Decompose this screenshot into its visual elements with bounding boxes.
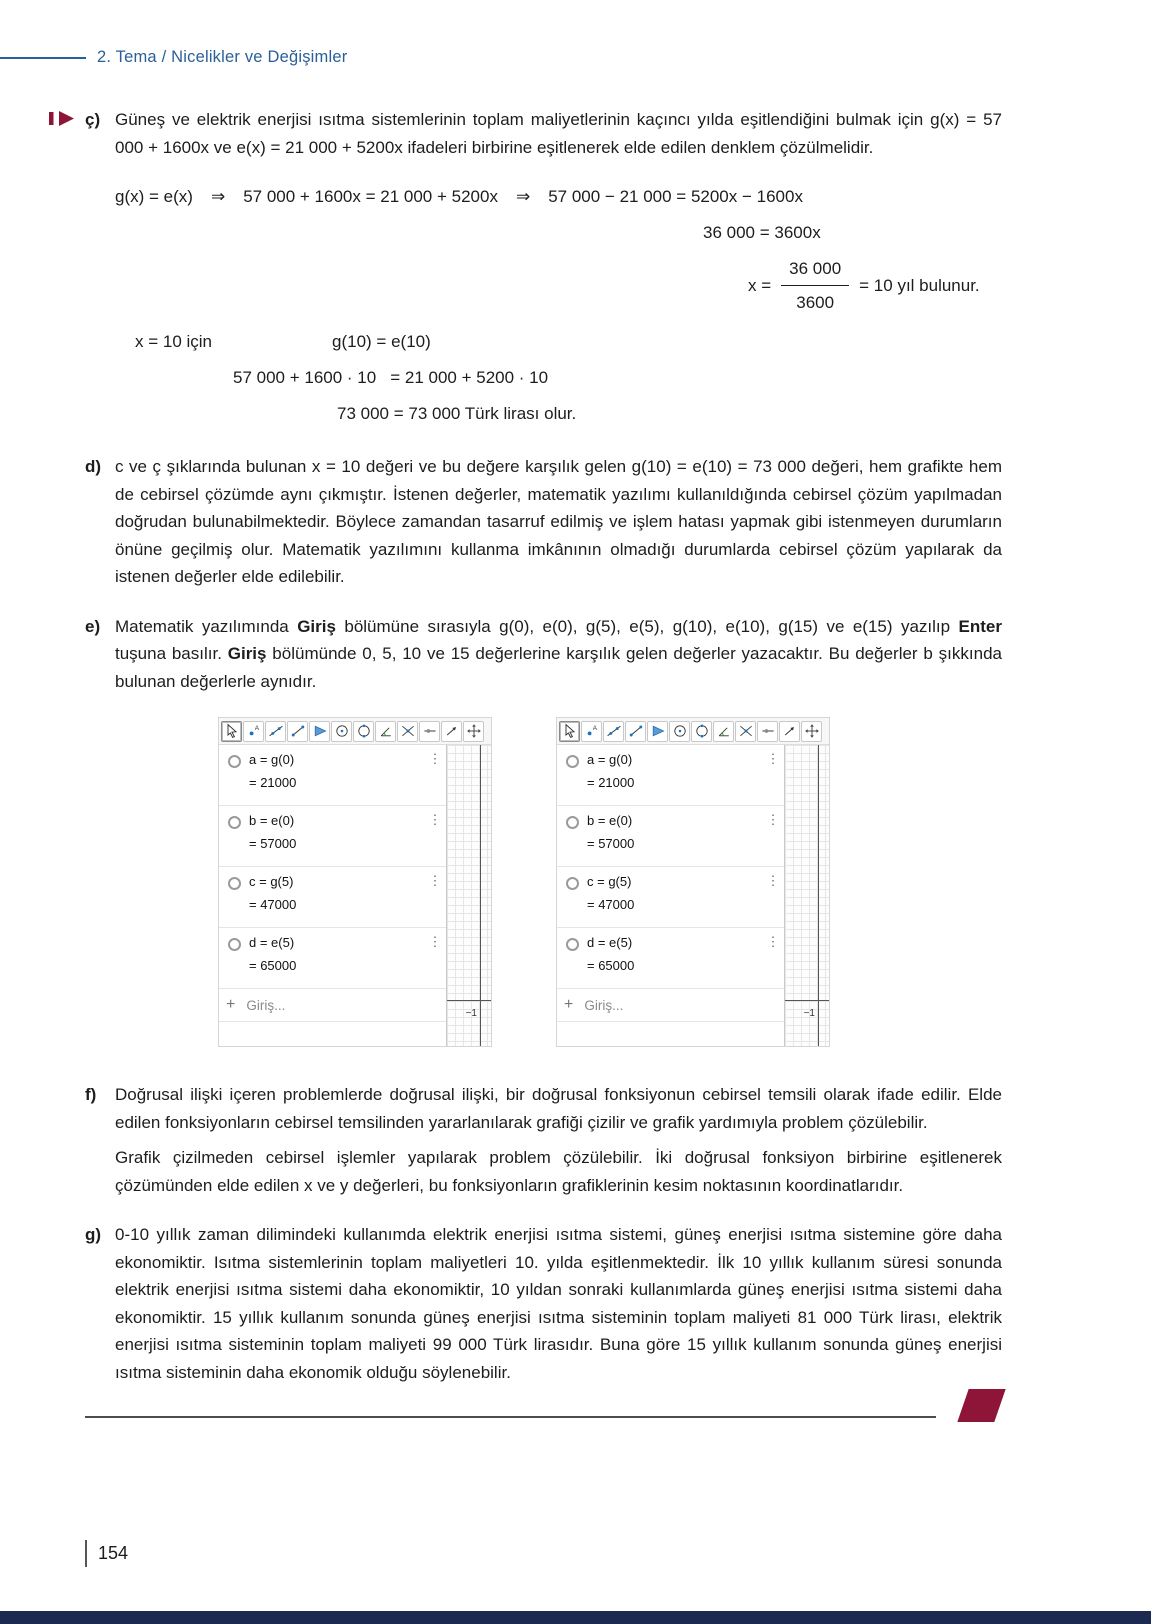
check-equation: g(10) = e(10) (332, 332, 431, 351)
geogebra-screenshots (218, 717, 1002, 1047)
expression-value: = 65000 (587, 958, 635, 973)
angle-tool-icon[interactable] (375, 721, 396, 742)
equation-line-2: 36 000 = 3600x (703, 223, 821, 242)
visibility-toggle[interactable] (228, 816, 241, 829)
axis-tick-label: −1 (803, 1008, 815, 1019)
vector-tool-icon[interactable] (441, 721, 462, 742)
add-input-icon[interactable]: + (226, 996, 236, 1013)
move-tool-icon[interactable] (559, 721, 580, 742)
expression-value: = 47000 (587, 897, 635, 912)
expression-value: = 65000 (249, 958, 297, 973)
algebra-expression (587, 874, 766, 912)
intersect-tool-icon[interactable] (397, 721, 418, 742)
geogebra-toolbar (557, 718, 829, 745)
compass-tool-icon[interactable] (691, 721, 712, 742)
header-rule (0, 57, 86, 59)
algebra-row-b (557, 806, 784, 867)
algebra-expression (249, 752, 428, 790)
visibility-toggle[interactable] (566, 877, 579, 890)
row-menu-icon[interactable]: ⋮ (766, 934, 780, 949)
visibility-toggle[interactable] (566, 816, 579, 829)
expression-text: b = e(0) (249, 813, 295, 828)
line-tool-icon[interactable] (265, 721, 286, 742)
item-d-paragraph: c ve ç şıklarında bulunan x = 10 değeri ve bu değere karşılık gelen g(10) = e(10) = 73 000 değeri, hem grafikte hem de cebirsel çözümde aynı çıkmıştır. İstenen değerler, matematik yazılımı kullanıldığında cebirsel çözüm yapılmadan doğrudan bulunabilmektedir. Böylece zamandan tasarruf edilmiş ve işlem hatası yapmak gibi istenmeyen durumların önüne geçilmiş olur. Matematik yazılımını kullanma imkânının olmadığı durumlarda cebirsel çözüm yapılarak da istenen değerler elde edilebilir. (115, 457, 1002, 586)
item-d (85, 453, 1002, 591)
algebra-view (219, 745, 447, 1046)
algebra-empty-area (557, 1022, 784, 1046)
visibility-toggle[interactable] (566, 755, 579, 768)
expression-text: d = e(5) (587, 935, 633, 950)
item-cc-paragraph: Güneş ve elektrik enerjisi ısıtma sistemlerinin toplam maliyetlerinin kaçıncı yılda eşitlendiğini bulmak için g(x) = 57 000 + 1600x ve e(x) = 21 000 + 5200x ifadeleri birbirine eşitlenerek elde edilen denklem çözülmelidir. (115, 110, 1002, 157)
circle-tool-icon[interactable] (669, 721, 690, 742)
expression-text: c = g(5) (249, 874, 294, 889)
vector-tool-icon[interactable] (779, 721, 800, 742)
expression-value: = 57000 (587, 836, 635, 851)
expression-text: b = e(0) (587, 813, 633, 828)
item-e-text: tuşuna basılır. (115, 644, 228, 663)
svg-text:A: A (592, 725, 597, 733)
angle-tool-icon[interactable] (713, 721, 734, 742)
row-menu-icon[interactable]: ⋮ (428, 934, 442, 949)
visibility-toggle[interactable] (228, 938, 241, 951)
fraction-denominator: 3600 (796, 293, 835, 312)
geogebra-toolbar (219, 718, 491, 745)
algebra-view (557, 745, 785, 1046)
axis-tick-label: −1 (465, 1008, 477, 1019)
item-g-label: g) (85, 1225, 102, 1244)
algebra-row-b (219, 806, 446, 867)
page-number-rule (85, 1540, 87, 1567)
giris-keyword: Giriş (227, 644, 267, 663)
move-tool-icon[interactable] (221, 721, 242, 742)
item-g (85, 1221, 1002, 1386)
expression-value: = 47000 (249, 897, 297, 912)
geogebra-window-2 (556, 717, 830, 1047)
algebra-expression (249, 813, 428, 851)
item-f-label: f) (85, 1085, 97, 1104)
algebra-row-a (219, 745, 446, 806)
graphics-view[interactable] (447, 745, 491, 1046)
chapter-title: 2. Tema / Nicelikler ve Değişimler (97, 48, 348, 66)
fraction-numerator: 36 000 (781, 255, 849, 286)
input-placeholder[interactable]: Giriş... (584, 997, 624, 1013)
expression-text: a = g(0) (249, 752, 295, 767)
substitution-note: x = 10 için (135, 332, 213, 351)
equation-line-1 (115, 183, 1002, 210)
algebra-expression (587, 935, 766, 973)
bottom-color-bar (0, 1611, 1151, 1624)
bullet-arrow-icon (49, 110, 76, 128)
item-e-label: e) (85, 616, 101, 636)
algebra-row-d (557, 928, 784, 989)
line-tool-icon[interactable] (603, 721, 624, 742)
row-menu-icon[interactable]: ⋮ (766, 751, 780, 766)
item-cc-label: ç) (85, 110, 101, 129)
x-axis (785, 1000, 829, 1001)
row-menu-icon[interactable]: ⋮ (766, 812, 780, 827)
expression-value: = 21000 (587, 775, 635, 790)
x-axis (447, 1000, 491, 1001)
page-header (0, 48, 347, 67)
geogebra-window-1 (218, 717, 492, 1047)
algebra-solution (115, 183, 1002, 427)
algebra-input-row[interactable] (557, 989, 784, 1022)
implies-arrow: ⇒ (515, 187, 531, 206)
expression-text: a = g(0) (587, 752, 633, 767)
slider-tool-icon[interactable] (419, 721, 440, 742)
algebra-row-c (219, 867, 446, 928)
move-graphics-view-tool-icon[interactable] (801, 721, 822, 742)
visibility-toggle[interactable] (228, 877, 241, 890)
fraction-result: = 10 yıl bulunur. (859, 276, 980, 295)
geogebra-body (219, 745, 491, 1046)
equation-line-4 (135, 328, 1002, 355)
implies-arrow: ⇒ (210, 187, 226, 206)
item-f-paragraphs (115, 1081, 1002, 1199)
row-menu-icon[interactable]: ⋮ (428, 873, 442, 888)
page-content (85, 106, 1002, 1408)
item-e-text: bölümünde 0, 5, 10 ve 15 değerlerine karşılık gelen değerler yazacaktır. Bu değerler b şıkkında bulunan değerlerle aynıdır. (115, 644, 1002, 691)
row-menu-icon[interactable]: ⋮ (766, 873, 780, 888)
item-g-paragraph: 0-10 yıllık zaman dilimindeki kullanımda elektrik enerjisi ısıtma sistemi, güneş enerjisi ısıtma sistemine göre daha ekonomiktir. Isıtma sistemlerinin toplam maliyetleri 10. yılda eşitlenmektedir. İlk 10 yıllık kullanım süresi sonunda elektrik enerjisi ısıtma sistemi daha ekonomiktir, 10 yıldan sonraki kullanımlarda güneş enerjisi ısıtma sistemi daha ekonomiktir. 15 yıllık kullanım sonunda güneş enerjisi ısıtma sisteminin toplam maliyeti 81 000 Türk lirası, elektrik enerjisi ısıtma sisteminin toplam maliyeti 99 000 Türk lirasıdır. Buna göre 15 yıllık kullanım sonunda güneş enerjisi ısıtma sisteminin daha ekonomik olduğu söylenebilir. (115, 1225, 1002, 1382)
expression-value: = 21000 (249, 775, 297, 790)
check-rhs: = 21 000 + 5200 · 10 (390, 368, 549, 387)
equation-line-5 (233, 364, 1002, 391)
algebra-expression (249, 874, 428, 912)
footer-rule (85, 1416, 936, 1418)
equation-line-6: 73 000 = 73 000 Türk lirası olur. (337, 404, 577, 423)
item-e-text: Matematik yazılımında (115, 616, 298, 636)
compass-tool-icon[interactable] (353, 721, 374, 742)
move-graphics-view-tool-icon[interactable] (463, 721, 484, 742)
slider-tool-icon[interactable] (757, 721, 778, 742)
point-tool-icon[interactable] (243, 721, 264, 742)
item-f (85, 1081, 1002, 1199)
algebra-row-a (557, 745, 784, 806)
algebra-expression (587, 813, 766, 851)
page-number: 154 (98, 1543, 129, 1563)
item-f-paragraph-1: Doğrusal ilişki içeren problemlerde doğrusal ilişki, bir doğrusal fonksiyonun cebirsel temsili olarak ifade edilir. Elde edilen fonksiyonların cebirsel temsilinden yararlanılarak grafiği çizilir ve grafik yardımıyla problem çözülebilir. (115, 1085, 1002, 1132)
check-lhs: 57 000 + 1600 · 10 (233, 368, 377, 387)
intersect-tool-icon[interactable] (735, 721, 756, 742)
fraction (781, 255, 849, 316)
equation-lhs: g(x) = e(x) (115, 187, 193, 206)
item-d-label: d) (85, 457, 102, 476)
circle-tool-icon[interactable] (331, 721, 352, 742)
item-e-text: bölümüne sırasıyla g(0), e(0), g(5), e(5), g(10), e(10), g(15) ve e(15) yazılıp (335, 616, 959, 636)
algebra-row-c (557, 867, 784, 928)
item-f-paragraph-2: Grafik çizilmeden cebirsel işlemler yapılarak problem çözülebilir. İki doğrusal fonksiyon birbirine eşitlenerek çözümünden elde edilen x ve y değerleri, bu fonksiyonların grafiklerinin kesim noktasının koordinatlarıdır. (115, 1148, 1002, 1195)
point-tool-icon[interactable] (581, 721, 602, 742)
item-e (85, 613, 1002, 696)
segment-tool-icon[interactable] (287, 721, 308, 742)
equation-line-3 (748, 255, 1002, 316)
item-cc (85, 106, 1002, 161)
segment-tool-icon[interactable] (625, 721, 646, 742)
row-menu-icon[interactable]: ⋮ (428, 751, 442, 766)
add-input-icon[interactable]: + (564, 996, 574, 1013)
algebra-empty-area (219, 1022, 446, 1046)
graphics-view[interactable] (785, 745, 829, 1046)
visibility-toggle[interactable] (228, 755, 241, 768)
geogebra-body (557, 745, 829, 1046)
input-placeholder[interactable]: Giriş... (246, 997, 286, 1013)
algebra-input-row[interactable] (219, 989, 446, 1022)
fraction-prefix: x = (748, 276, 772, 295)
visibility-toggle[interactable] (566, 938, 579, 951)
row-menu-icon[interactable]: ⋮ (428, 812, 442, 827)
giris-keyword: Giriş (297, 616, 336, 636)
item-e-paragraph (115, 613, 1002, 696)
svg-text:A: A (254, 725, 259, 733)
algebra-expression (587, 752, 766, 790)
equation-rhs: 57 000 − 21 000 = 5200x − 1600x (548, 187, 803, 206)
algebra-expression (249, 935, 428, 973)
equation-mid: 57 000 + 1600x = 21 000 + 5200x (243, 187, 498, 206)
algebra-row-d (219, 928, 446, 989)
polygon-tool-icon[interactable] (309, 721, 330, 742)
expression-text: c = g(5) (587, 874, 632, 889)
expression-text: d = e(5) (249, 935, 295, 950)
enter-keyword: Enter (958, 616, 1002, 636)
expression-value: = 57000 (249, 836, 297, 851)
polygon-tool-icon[interactable] (647, 721, 668, 742)
